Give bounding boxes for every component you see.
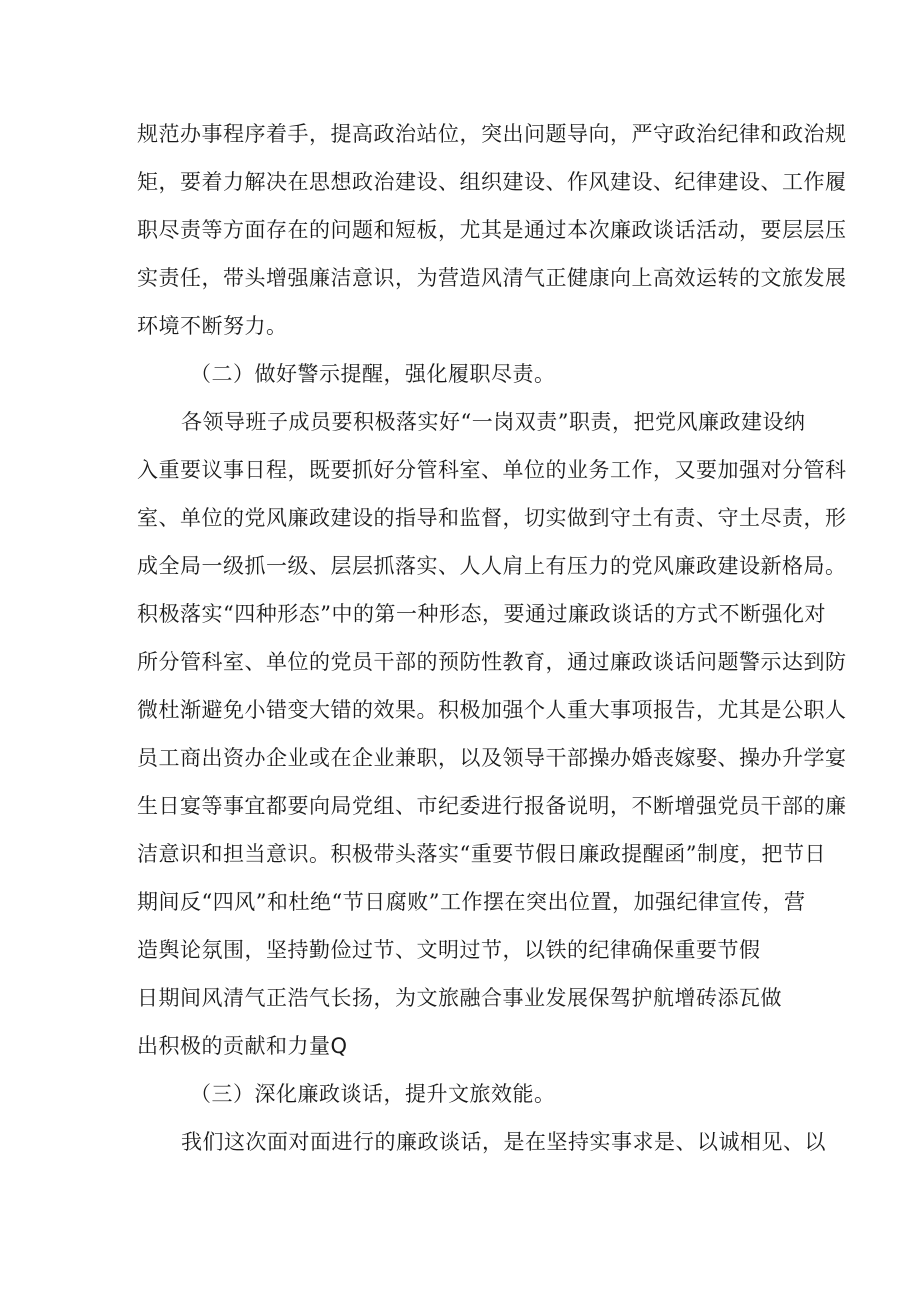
paragraph-line: 矩，要着力解决在思想政治建设、组织建设、作风建设、纪律建设、工作履 <box>137 170 847 194</box>
paragraph-line: 出积极的贡献和力量Q <box>137 1034 348 1058</box>
paragraph-line: 我们这次面对面进行的廉政谈话，是在坚持实事求是、以诚相见、以 <box>181 1130 826 1154</box>
section-heading: （二）做好警示提醒，强化履职尽责。 <box>190 362 556 386</box>
paragraph-line: 入重要议事日程，既要抓好分管科室、单位的业务工作，又要加强对分管科 <box>137 458 847 482</box>
section-heading: （三）深化廉政谈话，提升文旅效能。 <box>190 1082 556 1106</box>
paragraph-line: 造舆论氛围，坚持勤俭过节、文明过节，以铁的纪律确保重要节假 <box>137 938 761 962</box>
paragraph-line: 规范办事程序着手，提高政治站位，突出问题导向，严守政治纪律和政治规 <box>137 122 847 146</box>
paragraph-line: 环境不断努力。 <box>137 314 288 338</box>
paragraph-line: 日期间风清气正浩气长扬，为文旅融合事业发展保驾护航增砖添瓦做 <box>137 986 782 1010</box>
paragraph-line: 实责任，带头增强廉洁意识，为营造风清气正健康向上高效运转的文旅发展 <box>137 266 847 290</box>
paragraph-line: 成全局一级抓一级、层层抓落实、人人肩上有压力的党风廉政建设新格局。 <box>137 554 847 578</box>
paragraph-line: 生日宴等事宜都要向局党组、市纪委进行报备说明，不断增强党员干部的廉 <box>137 794 847 818</box>
paragraph-line: 员工商出资办企业或在企业兼职，以及领导干部操办婚丧嫁娶、操办升学宴 <box>137 746 847 770</box>
paragraph-line: 室、单位的党风廉政建设的指导和监督，切实做到守土有责、守土尽责，形 <box>137 506 847 530</box>
paragraph-line: 积极落实“四种形态”中的第一种形态，要通过廉政谈话的方式不断强化对 <box>137 602 826 626</box>
paragraph-line: 各领导班子成员要积极落实好“一岗双责”职责，把党风廉政建设纳 <box>181 410 806 434</box>
paragraph-line: 微杜渐避免小错变大错的效果。积极加强个人重大事项报告，尤其是公职人 <box>137 698 847 722</box>
paragraph-line: 洁意识和担当意识。积极带头落实“重要节假日廉政提醒函”制度，把节日 <box>137 842 826 866</box>
paragraph-line: 职尽责等方面存在的问题和短板，尤其是通过本次廉政谈话活动，要层层压 <box>137 218 847 242</box>
paragraph-line: 所分管科室、单位的党员干部的预防性教育，通过廉政谈话问题警示达到防 <box>137 650 847 674</box>
paragraph-line: 期间反“四风”和杜绝“节日腐败”工作摆在突出位置，加强纪律宣传，营 <box>137 890 806 914</box>
